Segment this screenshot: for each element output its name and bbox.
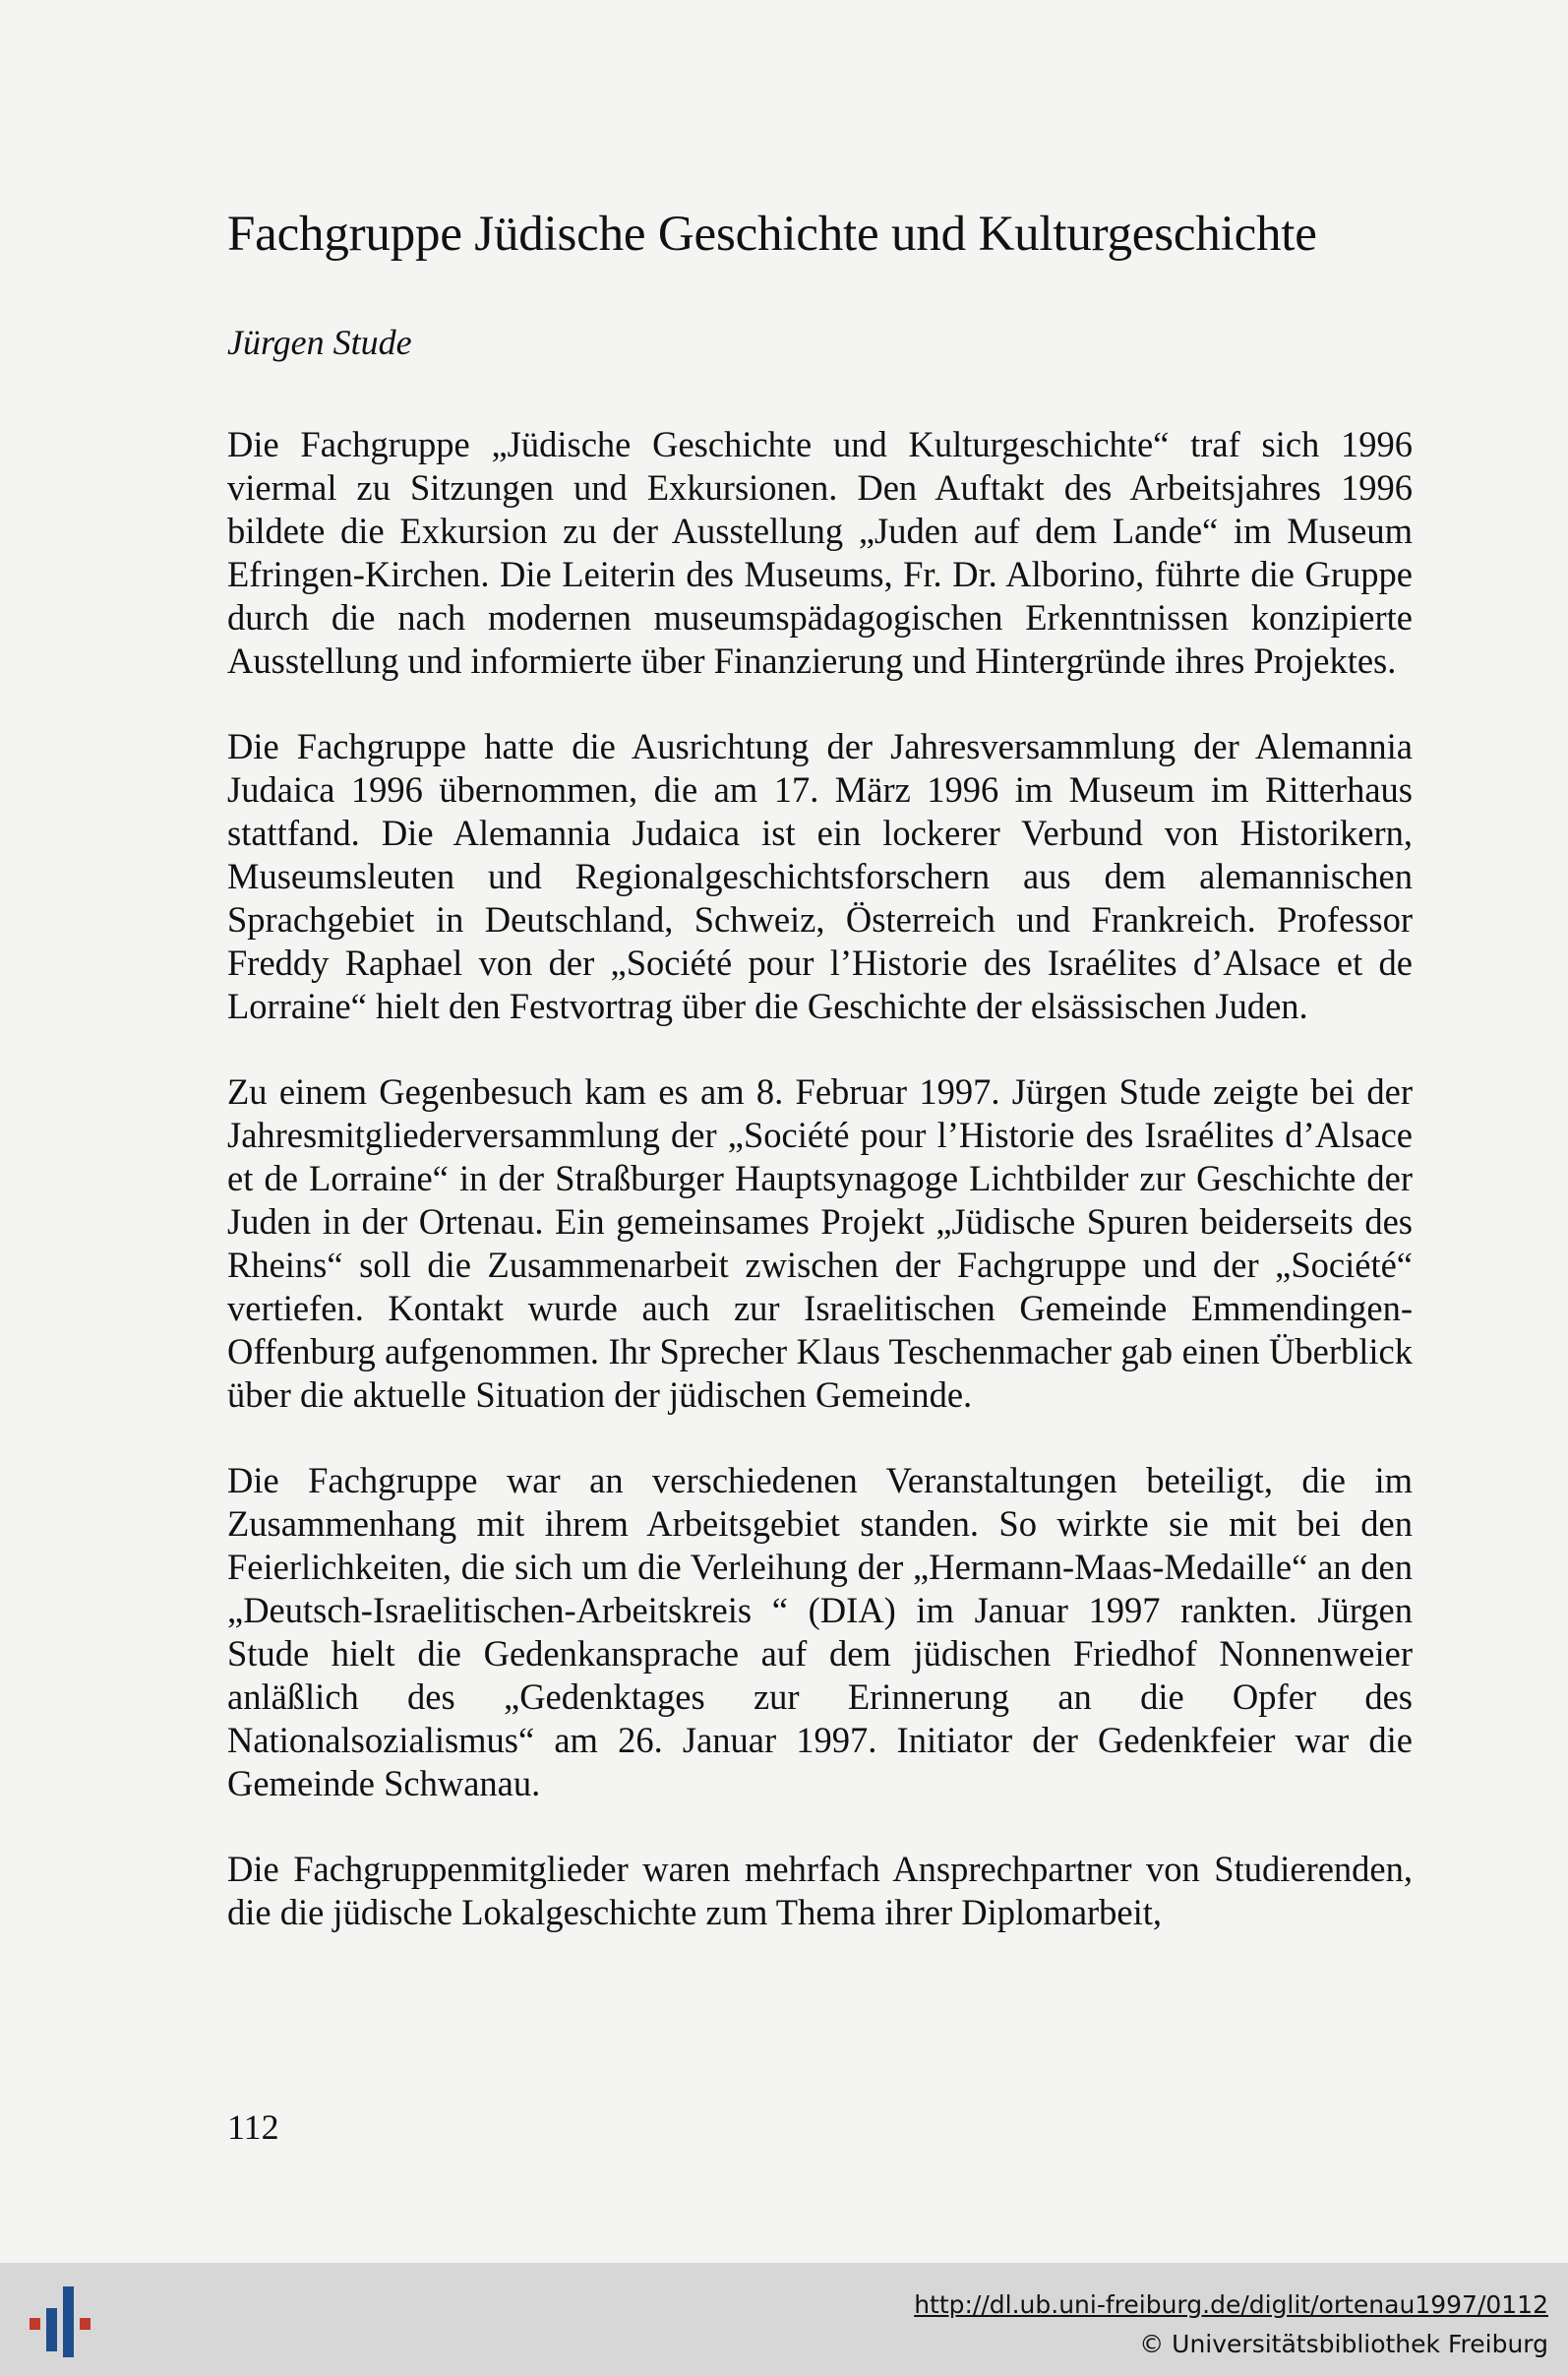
paragraph-5: Die Fachgruppenmitglieder waren mehrfach Ansprechpartner von Studierenden, die die jüdische Lokalgeschichte zum Thema ihrer Diplomarbeit, bbox=[227, 1849, 1413, 1932]
paragraph-2: Die Fachgruppe hatte die Ausrichtung der Jahresversammlung der Alemannia Judaica 1996 übernommen, die am 17. März 1996 im Museum im Ritterhaus stattfand. Die Alemannia Judaica ist ein lockerer Verbund von Historikern, Museumsleuten und Regionalgeschichtsforschern aus dem alemannischen Sprachgebiet in Deutschland, Schweiz, Österreich und Frankreich. Professor Freddy Raphael von der „Société pour l’Historie des Israélites d’Alsace et de Lorraine“ hielt den Festvortrag über die Geschichte der elsässischen Juden. bbox=[227, 726, 1413, 1026]
ub-freiburg-logo-icon bbox=[12, 2277, 100, 2365]
paragraph-1: Die Fachgruppe „Jüdische Geschichte und Kulturgeschichte“ traf sich 1996 viermal zu Sitzungen und Exkursionen. Den Auftakt des Arbeitsjahres 1996 bildete die Exkursion zu der Ausstellung „Juden auf dem Lande“ im Museum Efringen-Kirchen. Die Leiterin des Museums, Fr. Dr. Alborino, führte die Gruppe durch die nach modernen museumspädagogischen Erkenntnissen konzipierte Ausstellung und informierte über Finanzierung und Hintergründe ihres Projektes. bbox=[227, 424, 1413, 681]
page-number: 112 bbox=[227, 2107, 279, 2147]
copyright-text: © Universitätsbibliothek Freiburg bbox=[1139, 2330, 1548, 2358]
article-body bbox=[227, 423, 1413, 1977]
page-title: Fachgruppe Jüdische Geschichte und Kulturgeschichte bbox=[227, 207, 1317, 262]
author-name: Jürgen Stude bbox=[227, 323, 412, 362]
logo-blue-bar-short bbox=[46, 2308, 57, 2351]
digital-library-link[interactable]: http://dl.ub.uni-freiburg.de/diglit/ortenau1997/0112 bbox=[914, 2290, 1548, 2319]
paragraph-3: Zu einem Gegenbesuch kam es am 8. Februar 1997. Jürgen Stude zeigte bei der Jahresmitgliederversammlung der „Société pour l’Historie des Israélites d’Alsace et de Lorraine“ in der Straßburger Hauptsynagoge Lichtbilder zur Geschichte der Juden in der Ortenau. Ein gemeinsames Projekt „Jüdische Spuren beiderseits des Rheins“ soll die Zusammenarbeit zwischen der Fachgruppe und der „Société“ vertiefen. Kontakt wurde auch zur Israelitischen Gemeinde Emmendingen-Offenburg aufgenommen. Ihr Sprecher Klaus Teschenmacher gab einen Überblick über die aktuelle Situation der jüdischen Gemeinde. bbox=[227, 1071, 1413, 1415]
paragraph-4: Die Fachgruppe war an verschiedenen Veranstaltungen beteiligt, die im Zusammenhang mit ihrem Arbeitsgebiet standen. So wirkte sie mit bei den Feierlichkeiten, die sich um die Verleihung der „Hermann-Maas-Medaille“ an den „Deutsch-Israelitischen-Arbeitskreis “ (DIA) im Januar 1997 rankten. Jürgen Stude hielt die Gedenkansprache auf dem jüdischen Friedhof Nonnenweier anläßlich des „Gedenktages zur Erinnerung an die Opfer des Nationalsozialismus“ am 26. Januar 1997. Initiator der Gedenkfeier war die Gemeinde Schwanau. bbox=[227, 1460, 1413, 1803]
logo-blue-bar-tall bbox=[63, 2286, 74, 2357]
logo-red-square-left bbox=[30, 2318, 40, 2330]
library-footer bbox=[0, 2263, 1568, 2376]
logo-red-square-right bbox=[80, 2318, 90, 2330]
